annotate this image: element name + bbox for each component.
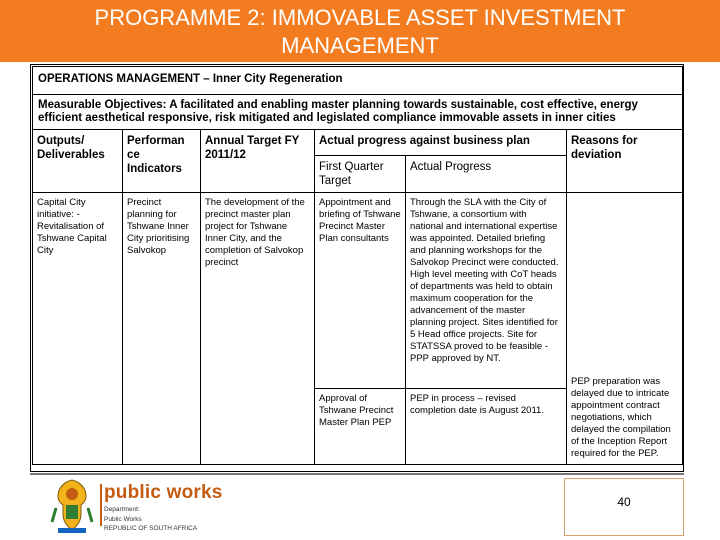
coat-of-arms-icon (50, 478, 94, 536)
section-header: OPERATIONS MANAGEMENT – Inner City Regeneration (33, 67, 683, 95)
col-header-outputs: Outputs/ Deliverables (33, 130, 123, 193)
measurable-objectives: Measurable Objectives: A facilitated and enabling master planning towards sustainable, cost effective, energy efficient aesthetical responsive, risk mitigated and legislated compliance immovable assets in inner cities (33, 95, 683, 130)
page-number-box (564, 478, 684, 536)
col-header-annual-target: Annual Target FY 2011/12 (201, 130, 315, 193)
logo-sub-3: REPUBLIC OF SOUTH AFRICA (104, 525, 198, 532)
public-works-logo (104, 482, 223, 533)
col-header-indicators: Performan ce Indicators (123, 130, 201, 193)
slide-title-line-2: MANAGEMENT (281, 33, 439, 58)
logo-sub-2: Public Works (104, 515, 142, 523)
col-header-first-quarter: First Quarter Target (315, 156, 406, 193)
logo-sub-1: Department: (104, 506, 140, 513)
cell-annual-target: The development of the precinct master plan project for Tshwane Inner City, and the completion of Salvokop precinct (201, 193, 315, 465)
cell-progress-a: Through the SLA with the City of Tshwane, a consortium with national and international expertise was appointed. Detailed briefing and planning workshops for the Salvokop Precinct were conducted. High level meeting with CoT heads of departments was held to obtain maximum cooperation for the advancement of the master planning project. Sites identified for 5 Head office projects. Site for STATSSA proved to be feasible - PPP approved by NT. (406, 193, 567, 389)
col-header-reasons: Reasons for deviation (567, 130, 683, 193)
operations-table (32, 66, 683, 465)
cell-indicators: Precinct planning for Tshwane Inner City prioritising Salvokop (123, 193, 201, 465)
slide-title-bar (0, 0, 720, 62)
logo-name: public works (104, 482, 223, 503)
page-number: 40 (617, 495, 631, 509)
cell-q1-target-b: Approval of Tshwane Precinct Master Plan PEP (315, 389, 406, 465)
col-header-actual-progress: Actual Progress (406, 156, 567, 193)
cell-q1-target-a: Appointment and briefing of Tshwane Precinct Master Plan consultants (315, 193, 406, 389)
cell-reasons: PEP preparation was delayed due to intricate appointment contract negotiations, which delayed the compilation of the Inception Report required for the PEP. (567, 193, 683, 465)
footer-rule (30, 473, 684, 475)
cell-progress-b: PEP in process – revised completion date is August 2011. (406, 389, 567, 465)
logo-divider (100, 484, 102, 526)
slide-title-line-1: PROGRAMME 2: IMMOVABLE ASSET INVESTMENT (94, 5, 626, 30)
cell-outputs: Capital City initiative: - Revitalisation of Tshwane Capital City (33, 193, 123, 465)
col-header-progress-group: Actual progress against business plan (315, 130, 567, 156)
